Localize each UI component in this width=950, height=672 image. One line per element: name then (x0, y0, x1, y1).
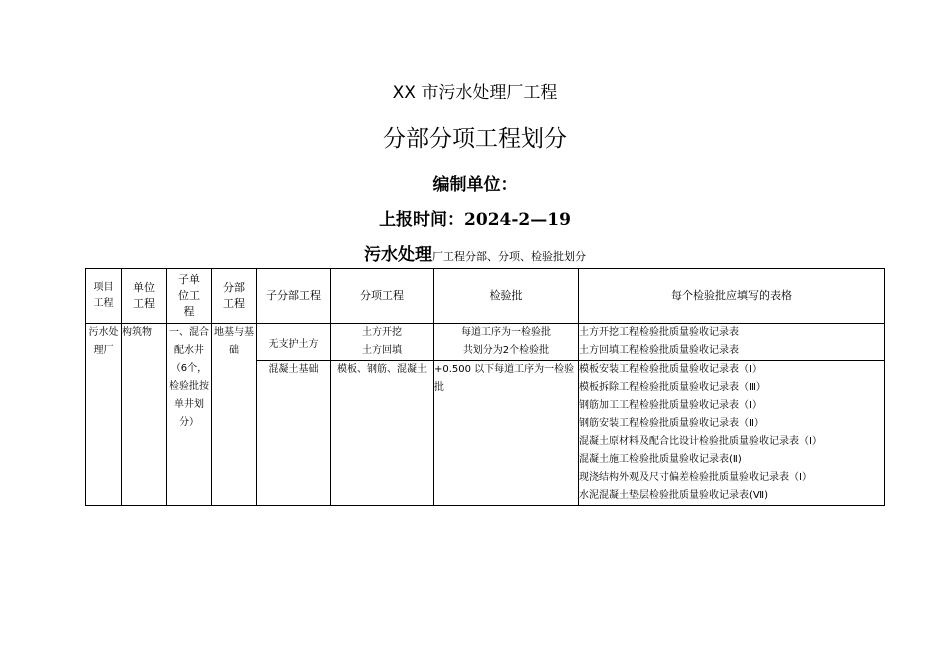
table-row (86, 324, 885, 361)
division-cell: 地基与基础 (212, 324, 257, 506)
batch-line: 共划分为2个检验批 (462, 345, 550, 356)
batch-cell (434, 324, 579, 361)
header-forms: 每个检验批应填写的表格 (579, 269, 885, 324)
table-caption-main: 污水处理 (364, 245, 432, 265)
form-item: 现浇结构外观及尺寸偏差检验批质量验收记录表（Ⅰ） (579, 472, 812, 483)
table-caption (0, 240, 950, 265)
report-time: 上报时间：2024-2—19 (379, 210, 571, 230)
header-subunit: 子单位工程 (167, 269, 212, 324)
unit-cell: 构筑物 (122, 324, 167, 506)
project-title: XX 市污水处理厂工程 (392, 83, 558, 103)
form-item: 水泥混凝土垫层检验批质量验收记录表(Ⅶ) (579, 490, 768, 501)
forms-cell (579, 361, 885, 506)
item-cell (331, 324, 434, 361)
header-item: 分项工程 (331, 269, 434, 324)
subunit-cell: 一、混合配水井（6个，检验批按单井划分） (167, 324, 212, 506)
form-item: 模板安装工程检验批质量验收记录表（Ⅰ） (579, 364, 762, 375)
subdivision-cell: 混凝土基础 (257, 361, 331, 506)
forms-cell (579, 324, 885, 361)
project-cell: 污水处理厂 (86, 324, 122, 506)
item-line: 土方开挖 (362, 327, 402, 338)
form-item: 土方开挖工程检验批质量验收记录表 (579, 327, 739, 338)
header-unit: 单位工程 (122, 269, 167, 324)
form-item: 模板拆除工程检验批质量验收记录表（Ⅲ） (579, 382, 766, 393)
form-item: 土方回填工程检验批质量验收记录表 (579, 345, 739, 356)
form-item: 钢筋加工工程检验批质量验收记录表（Ⅰ） (579, 400, 762, 411)
item-line: 土方回填 (362, 345, 402, 356)
item-cell: 模板、钢筋、混凝土 (331, 361, 434, 506)
division-table (85, 268, 885, 506)
subdivision-cell: 无支护土方 (257, 324, 331, 361)
table-caption-rest: 厂工程分部、分项、检验批划分 (432, 250, 586, 263)
form-item: 混凝土施工检验批质量验收记录表(Ⅱ) (579, 454, 742, 465)
form-item: 混凝土原材料及配合比设计检验批质量验收记录表（Ⅰ） (579, 436, 822, 447)
header-division: 分部工程 (212, 269, 257, 324)
compiling-unit-label: 编制单位： (432, 175, 518, 195)
batch-cell: +0.500 以下每道工序为一检验批 (434, 361, 579, 506)
table-header-row (86, 269, 885, 324)
header-project: 项目工程 (86, 269, 122, 324)
batch-line: 每道工序为一检验批 (461, 327, 551, 338)
document-title: 分部分项工程划分 (383, 126, 567, 152)
header-batch: 检验批 (434, 269, 579, 324)
form-item: 钢筋安装工程检验批质量验收记录表（Ⅱ） (579, 418, 764, 429)
header-subdivision: 子分部工程 (257, 269, 331, 324)
